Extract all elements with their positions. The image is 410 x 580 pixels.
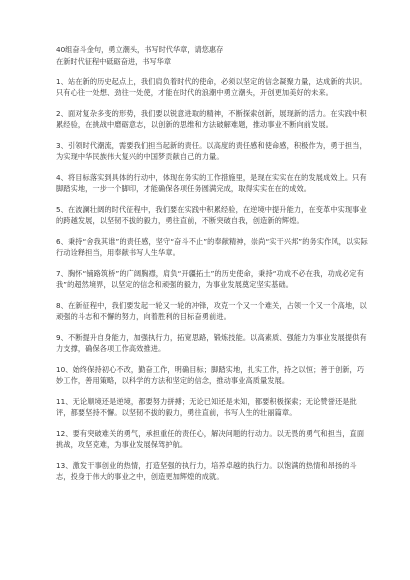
slogan-item: 12、要有突破难关的勇气，承担重任的责任心，解决问题的行动力。以无畏的勇气和担当，直面挑战，攻坚克难，为事业发展保驾护航。: [56, 429, 365, 450]
slogan-item: 5、在波澜壮阔的时代征程中，我们要在实践中积累经验，在逆境中提升能力，在变革中实现事业的跨越发展，以坚韧不拔的毅力，勇往直前，不断突破自我，创造新的辉煌。: [56, 205, 367, 226]
document-subtitle: 在新时代征程中砥砺奋进，书写华章: [56, 57, 172, 66]
slogan-item: 7、胸怀“铺路筑桥”的广阔胸襟，肩负“开疆拓土”的历史使命，秉持“功成不必在我，功成必定有我”的超然境界，以坚定的信念和顽强的毅力，为事业发展奠定坚实基础。: [56, 269, 365, 290]
slogan-item: 3、引领时代潮流，需要我们担当起新的责任。以高度的责任感和使命感，积极作为，勇于担当，为实现中华民族伟大复兴的中国梦贡献自己的力量。: [56, 141, 367, 162]
document-title: 40组奋斗金句，勇立潮头，书写时代华章，请您惠存: [56, 45, 224, 54]
slogan-item: 11、无论顺境还是逆境，都要努力拼搏；无论已知还是未知，都要积极探索；无论赞誉还是批评，都要坚持不懈。以坚韧不拔的毅力，勇往直前，书写人生的壮丽篇章。: [56, 397, 357, 418]
slogan-item: 2、面对复杂多变的形势，我们要以锐意进取的精神，不断探索创新，展现新的活力。在实践中积累经验，在挑战中磨砺意志，以创新的思维和方法破解难题，推动事业不断向前发展。: [56, 109, 367, 130]
slogan-item: 4、将目标落实到具体的行动中，体现在务实的工作措施里，是现在实实在在的发展成效上。只有脚踏实地，一步一个脚印，才能确保各项任务圆满完成，取得实实在在的成效。: [56, 173, 367, 194]
slogan-list: [56, 76, 370, 482]
slogan-item: 9、不断提升自身能力，加强执行力，拓宽思路，锻炼技能。以高素质、强能力为事业发展提供有力支撑，确保各项工作高效推进。: [56, 333, 367, 354]
slogan-item: 13、激发干事创业的热情，打造坚强的执行力，培养卓越的执行力。以饱满的热情和昂扬的斗志，投身于伟大的事业之中，创造更加辉煌的成就。: [56, 461, 357, 482]
slogan-item: 1、站在新的历史起点上，我们肩负着时代的使命，必须以坚定的信念凝聚力量，达成新的共识。只有心往一处想、劲往一处使，才能在时代的浪潮中勇立潮头，开创更加美好的未来。: [56, 77, 367, 98]
slogan-item: 6、秉持“舍我其谁”的责任感，坚守“奋斗不止”的奉献精神，崇尚“实干兴邦”的务实作风，以实际行动诠释担当，用奉献书写人生华章。: [56, 237, 368, 258]
slogan-item: 10、始终保持初心不改，勤奋工作，明确目标；脚踏实地，扎实工作，持之以恒；善于创新，巧妙工作，善用策略，以科学的方法和坚定的信念，推动事业高质量发展。: [56, 365, 365, 386]
document-header: [56, 44, 370, 68]
slogan-item: 8、在新征程中，我们要发起一轮又一轮的冲锋，攻克一个又一个难关，占领一个又一个高地，以顽强的斗志和不懈的努力，向着胜利的目标奋勇前进。: [56, 301, 367, 322]
